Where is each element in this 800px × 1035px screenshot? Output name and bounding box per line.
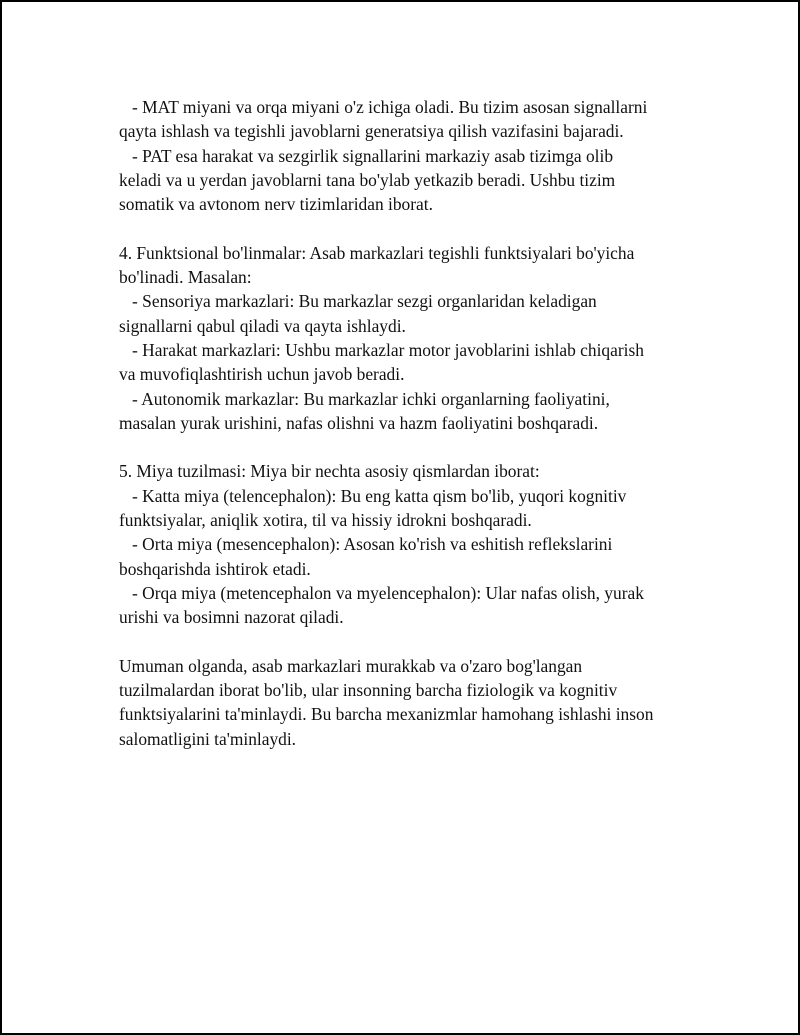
text-line: somatik va avtonom nerv tizimlaridan iborat. xyxy=(119,194,433,215)
text-line: - PAT esa harakat va sezgirlik signallarini markaziy asab tizimga olib xyxy=(119,145,614,166)
text-line: funktsiyalar, aniqlik xotira, til va hissiy idrokni boshqaradi. xyxy=(119,510,532,531)
paragraph-brain-structure xyxy=(119,459,719,629)
text-line: tuzilmalardan iborat bo'lib, ular insonning barcha fiziologik va kognitiv xyxy=(119,680,618,701)
paragraph-functional-divisions xyxy=(119,241,719,435)
text-line: signallarni qabul qiladi va qayta ishlaydi. xyxy=(119,315,406,336)
text-line: - Harakat markazlari: Ushbu markazlar motor javoblarini ishlab chiqarish xyxy=(119,339,644,360)
text-line: urishi va bosimni nazorat qiladi. xyxy=(119,607,344,628)
paragraph-spacer xyxy=(119,630,719,654)
text-line: - Orta miya (mesencephalon): Asosan ko'rish va eshitish reflekslarini xyxy=(119,534,613,555)
paragraph-mat-pat xyxy=(119,95,719,216)
text-line: - Sensoriya markazlari: Bu markazlar sezgi organlaridan keladigan xyxy=(119,291,597,312)
document-body xyxy=(119,95,719,751)
text-line: Umuman olganda, asab markazlari murakkab va o'zaro bog'langan xyxy=(119,655,583,676)
text-line: salomatligini ta'minlaydi. xyxy=(119,728,297,749)
paragraph-spacer xyxy=(119,216,719,240)
paragraph-conclusion xyxy=(119,654,719,751)
text-line: bo'linadi. Masalan: xyxy=(119,267,252,288)
paragraph-spacer xyxy=(119,435,719,459)
text-line: - Orqa miya (metencephalon va myelencephalon): Ular nafas olish, yurak xyxy=(119,582,644,603)
text-line: - Autonomik markazlar: Bu markazlar ichki organlarning faoliyatini, xyxy=(119,388,610,409)
text-line: - MAT miyani va orqa miyani o'z ichiga oladi. Bu tizim asosan signallarni xyxy=(119,97,648,117)
text-line: va muvofiqlashtirish uchun javob beradi. xyxy=(119,364,405,385)
text-line: masalan yurak urishini, nafas olishni va hazm faoliyatini boshqaradi. xyxy=(119,412,599,433)
text-line: qayta ishlash va tegishli javoblarni generatsiya qilish vazifasini bajaradi. xyxy=(119,121,624,142)
text-line: keladi va u yerdan javoblarni tana bo'ylab yetkazib beradi. Ushbu tizim xyxy=(119,169,616,190)
text-line: funktsiyalarini ta'minlaydi. Bu barcha mexanizmlar hamohang ishlashi inson xyxy=(119,704,654,725)
text-line: 5. Miya tuzilmasi: Miya bir nechta asosiy qismlardan iborat: xyxy=(119,461,540,482)
text-line: boshqarishda ishtirok etadi. xyxy=(119,558,311,579)
text-line: 4. Funktsional bo'linmalar: Asab markazlari tegishli funktsiyalari bo'yicha xyxy=(119,242,635,263)
text-line: - Katta miya (telencephalon): Bu eng katta qism bo'lib, yuqori kognitiv xyxy=(119,485,627,506)
